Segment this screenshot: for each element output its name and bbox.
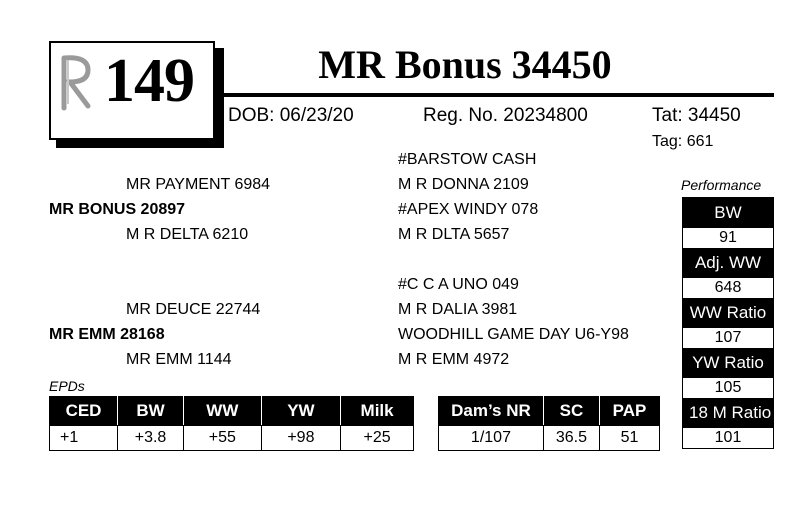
- performance-label: BW: [683, 198, 773, 228]
- lot-number: 149: [104, 47, 194, 115]
- epds-header: WW: [184, 397, 262, 426]
- dam-stats-value: 1/107: [439, 426, 544, 451]
- performance-value: 91: [683, 228, 773, 248]
- epds-header: BW: [118, 397, 184, 426]
- dam-stats-value: 36.5: [543, 426, 599, 451]
- dam-stats-table: [438, 396, 660, 451]
- dam-dam: MR EMM 1144: [126, 351, 232, 368]
- performance-value: 107: [683, 328, 773, 348]
- sire-dam: M R DELTA 6210: [126, 226, 249, 243]
- dam-stats-header: SC: [543, 397, 599, 426]
- pedigree-right-item: M R DALIA 3981: [398, 301, 518, 318]
- pedigree-right-item: #BARSTOW CASH: [398, 151, 537, 168]
- tag-number: Tag: 661: [652, 133, 714, 150]
- pedigree-right-item: #APEX WINDY 078: [398, 201, 539, 218]
- epds-header: CED: [50, 397, 118, 426]
- sire-sire: MR PAYMENT 6984: [126, 176, 271, 193]
- dam-stats-header: Dam’s NR: [439, 397, 544, 426]
- performance-value: 648: [683, 278, 773, 298]
- performance-label: WW Ratio: [683, 298, 773, 328]
- dam-stats-header-row: [439, 397, 660, 426]
- performance-panel: [682, 197, 774, 449]
- epds-header: Milk: [341, 397, 414, 426]
- epds-caption: EPDs: [49, 378, 85, 394]
- epds-value: +98: [261, 426, 340, 451]
- epds-table: [49, 396, 414, 451]
- epds-value: +55: [184, 426, 262, 451]
- dob: DOB: 06/23/20: [228, 105, 354, 126]
- performance-label: 18 M Ratio: [683, 398, 773, 428]
- pedigree-right-item: M R EMM 4972: [398, 351, 510, 368]
- performance-value: 105: [683, 378, 773, 398]
- sire: MR BONUS 20897: [49, 201, 186, 218]
- performance-label: YW Ratio: [683, 348, 773, 378]
- ranch-logo-icon: [58, 52, 98, 112]
- performance-caption: Performance: [681, 177, 762, 193]
- pedigree-right-item: M R DONNA 2109: [398, 176, 529, 193]
- epds-header-row: [50, 397, 414, 426]
- dam-stats-value-row: [439, 426, 660, 451]
- pedigree-right-item: WOODHILL GAME DAY U6-Y98: [398, 326, 629, 343]
- epds-value: +3.8: [118, 426, 184, 451]
- pedigree-right-item: #C C A UNO 049: [398, 276, 519, 293]
- epds-header: YW: [261, 397, 340, 426]
- pedigree-right-item: M R DLTA 5657: [398, 226, 510, 243]
- registration-number: Reg. No. 20234800: [423, 105, 588, 126]
- epds-value: +1: [50, 426, 118, 451]
- animal-name: MR Bonus 34450: [318, 42, 612, 87]
- epds-value: +25: [341, 426, 414, 451]
- tattoo: Tat: 34450: [652, 105, 741, 126]
- dam-stats-value: 51: [599, 426, 659, 451]
- title-rule: [218, 93, 774, 97]
- performance-label: Adj. WW: [683, 248, 773, 278]
- dam-sire: MR DEUCE 22744: [126, 301, 261, 318]
- epds-value-row: [50, 426, 414, 451]
- dam: MR EMM 28168: [49, 326, 165, 343]
- dam-stats-header: PAP: [599, 397, 659, 426]
- performance-value: 101: [683, 428, 773, 448]
